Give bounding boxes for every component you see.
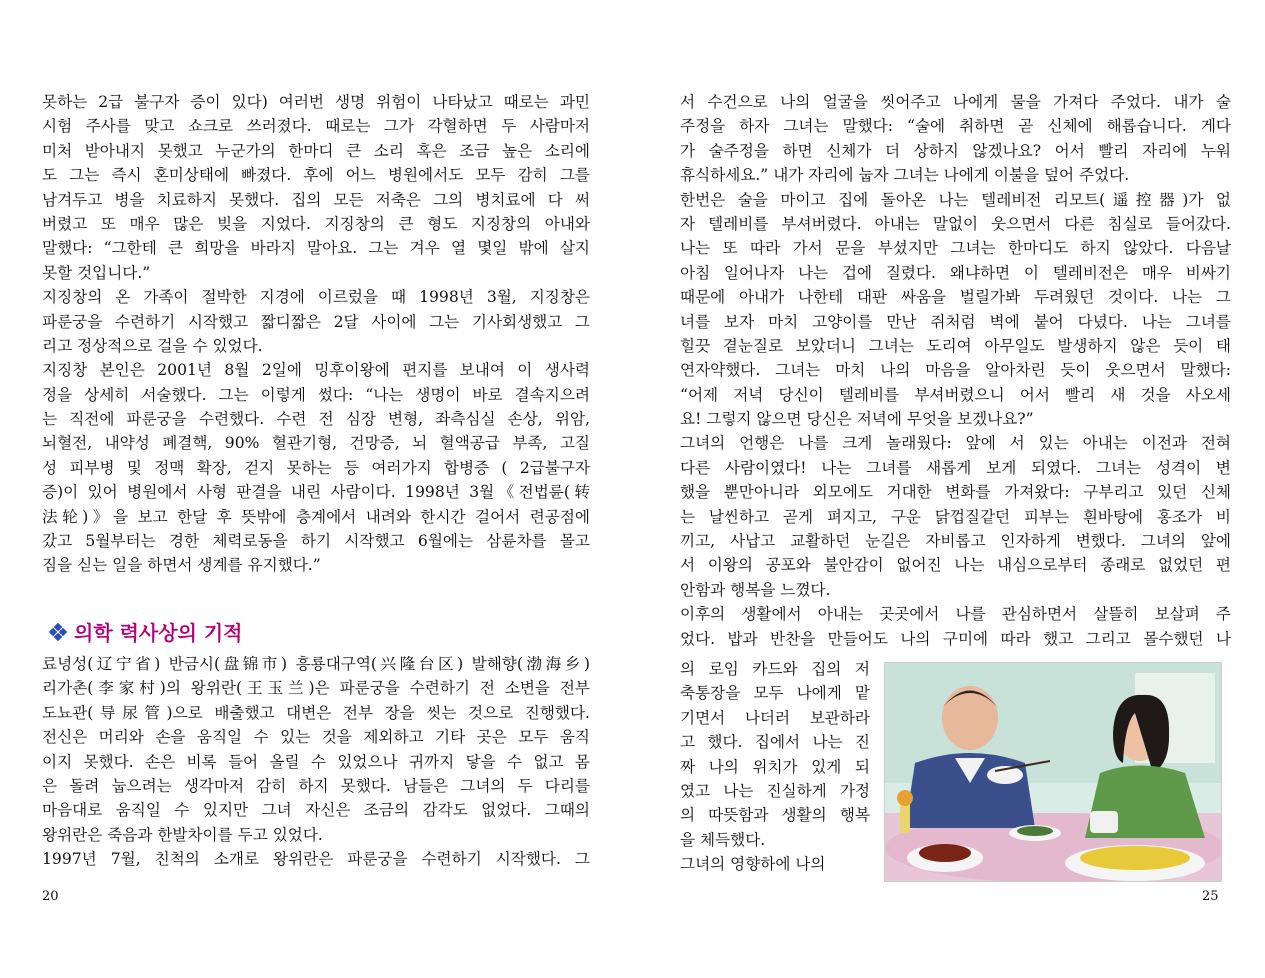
text-line: 었다. 밥과 반찬을 만들어도 나의 구미에 따라 했고 그리고 몰수했던 나 xyxy=(680,629,1231,648)
text-line: 자 텔레비를 부셔버렸다. 아내는 말없이 웃으면서 다른 침실로 들어갔다. xyxy=(680,214,1231,233)
man-face xyxy=(942,686,998,750)
left-text-before-heading xyxy=(42,90,590,578)
text-line: 미처 받아내지 못했고 누군가의 한마디 큰 소리 혹은 조금 높은 소리에 xyxy=(42,141,590,160)
text-line: 짐을 싣는 일을 하면서 생계를 유지했다.” xyxy=(42,556,321,575)
right-page xyxy=(632,0,1265,978)
text-line: 시험 주사를 맞고 쇼크로 쓰러졌다. 때로는 그가 각혈하면 두 사람마저 xyxy=(42,117,590,136)
text-line: 말했다: “그한테 큰 희망을 바라지 말아요. 그는 겨우 열 몇일 밖에 살지 xyxy=(42,239,590,258)
text-line: 끼고, 사납고 교활하던 눈길은 자비롭고 인자하게 변했다. 그녀의 앞에 xyxy=(680,532,1231,551)
text-line: 때문에 아내가 나한테 대판 싸움을 벌릴가봐 두려웠던 것이다. 나는 그 xyxy=(680,288,1231,307)
text-line: 는 직전에 파룬궁을 수련했다. 수련 전 심장 변형, 좌측심실 손상, 위암, xyxy=(42,410,590,429)
text-line: “어제 저녁 당신이 텔레비를 부셔버렸으니 어서 빨리 새 것을 사오세 xyxy=(680,385,1231,404)
text-line: 서 이왕의 공포와 불안감이 없어진 나는 내심으로부터 종래로 없었던 편 xyxy=(680,556,1231,575)
text-line: 가 술주정을 하면 신체가 더 상하지 않겠나요? 어서 빨리 자리에 누워 xyxy=(680,141,1231,160)
text-line: 축통장을 모두 나에게 맡 xyxy=(680,684,870,703)
dining-couple-illustration xyxy=(884,662,1222,882)
text-line: 못하는 2급 불구자 증이 있다) 여러번 생명 위험이 나타났고 때로는 과민 xyxy=(42,93,590,111)
text-line: 지징창의 온 가족이 절박한 지경에 이르렀을 때 1998년 3월, 지징창은 xyxy=(42,288,590,307)
text-line: 도뇨관(导尿管)으로 배출했고 대변은 전부 장을 씻는 것으로 진행했다. xyxy=(42,703,590,722)
text-line: 기면서 나더러 보관하라 xyxy=(680,708,870,727)
text-line: 은 돌려 눕으려는 생각마저 감히 하지 못했다. 남들은 그녀의 두 다리를 xyxy=(42,776,590,795)
text-line: 1997년 7월, 친척의 소개로 왕위란은 파룬궁을 수련하기 시작했다. 그 xyxy=(42,850,590,869)
text-line: 리가촌(李家村)의 왕위란(王玉兰)은 파룬궁을 수련하기 전 소변을 전부 xyxy=(42,679,590,698)
text-line: 녀를 보자 마치 고양이를 만난 쥐처럼 벽에 붙어 다녔다. 나는 그녀를 xyxy=(680,312,1231,331)
diamond-bullet-icon xyxy=(50,624,66,640)
text-line: 한번은 술을 마이고 집에 돌아온 나는 텔레비전 리모트(遥控器)가 없 xyxy=(680,190,1231,209)
text-line: 고 했다. 집에서 나는 진 xyxy=(680,733,870,752)
dish-noodles xyxy=(1080,846,1190,870)
text-line: 였고 나는 진실하게 가정 xyxy=(680,781,870,800)
text-line: 전신은 머리와 손을 움직일 수 있는 것을 제외하고 기타 곳은 모두 움직 xyxy=(42,728,590,747)
text-line: 갔고 5월부터는 경한 체력로동을 하기 시작했고 6월에는 삼륜차를 몰고 xyxy=(42,532,590,551)
text-line: 서 수건으로 나의 얼굴을 씻어주고 나에게 물을 가져다 주었다. 내가 술 xyxy=(680,93,1231,111)
text-line: 리고 정상적으로 걸을 수 있었다. xyxy=(42,336,263,355)
text-line: 도 그는 즉시 혼미상태에 빠졌다. 후에 어느 병원에서도 모두 감히 그를 xyxy=(42,166,590,185)
text-line: 힐끗 곁눈질로 보았더니 그녀는 도리여 아무일도 발생하지 않은 듯이 태 xyxy=(680,336,1231,355)
text-line: 주정을 하자 그녀는 말했다: “술에 취하면 곧 신체에 해롭습니다. 게다 xyxy=(680,117,1231,136)
text-line: 는 날씬하고 곧게 펴지고, 구운 닭껍질같던 피부는 흰바탕에 홍조가 비 xyxy=(680,507,1231,526)
text-line: 증)이 있어 병원에서 사형 판결을 내린 사람이다. 1998년 3월《전법륜(转 xyxy=(42,483,590,502)
text-line: 아침 일어나자 나는 겁에 질렸다. 왜냐하면 이 텔레비전은 매우 비싸기 xyxy=(680,263,1231,282)
text-line: 의 로임 카드와 집의 저 xyxy=(680,660,870,678)
text-line: 요! 그렇지 않으면 당신은 저녁에 무엇을 보겠나요?” xyxy=(680,410,1034,429)
text-line: 이지 못했다. 손은 비록 들어 올릴 수 있었으나 귀까지 닿을 수 없고 몸 xyxy=(42,752,590,771)
text-line: 이후의 생활에서 아내는 곳곳에서 나를 관심하면서 살뜰히 보살펴 주 xyxy=(680,605,1231,624)
section-heading xyxy=(50,617,243,646)
text-line: 남겨두고 병을 치료하지 못했다. 집의 모든 저축은 그의 병치료에 다 써 xyxy=(42,190,590,209)
text-line: 연자약했다. 그녀는 마치 나의 마음을 알아차린 듯이 웃으면서 말했다: xyxy=(680,361,1231,380)
text-line: 의 따뜻함과 생활의 행복 xyxy=(680,806,870,825)
text-line: 왕위란은 죽음과 한발차이를 두고 있었다. xyxy=(42,825,323,844)
text-line: 짜 나의 위치가 있게 되 xyxy=(680,757,870,776)
text-line: 정을 상세히 서술했다. 그는 이렇게 썼다: “나는 생명이 바로 결속지으려 xyxy=(42,385,590,404)
text-line: 파룬궁을 수련하기 시작했고 짧디짧은 2달 사이에 그는 기사회생했고 그 xyxy=(42,312,590,331)
page-number: 20 xyxy=(42,889,59,904)
text-line: 나는 또 따라 가서 문을 부셨지만 그녀는 한마디도 하지 않았다. 다음날 xyxy=(680,239,1231,258)
dish-meat xyxy=(919,844,971,862)
right-text xyxy=(680,90,1231,651)
text-line: 못할 것입니다.” xyxy=(42,263,151,282)
left-text-after-heading xyxy=(42,652,590,872)
left-page xyxy=(0,0,632,978)
text-line: 그녀의 영향하에 나의 xyxy=(680,855,826,874)
text-line: 성 피부병 및 정맥 확장, 걷지 못하는 등 여러가지 합병증 ( 2급불구자 xyxy=(42,458,590,477)
text-line: 휴식하세요.” 내가 자리에 눕자 그녀는 나에게 이불을 덮어 주었다. xyxy=(680,166,1130,185)
text-line: 료녕성(辽宁省) 반금시(盘锦市) 흥룡대구역(兴隆台区) 발해향(渤海乡) xyxy=(42,655,590,673)
text-line: 지징창 본인은 2001년 8월 2일에 밍후이왕에 편지를 보내여 이 생사력 xyxy=(42,361,590,380)
text-line: 다른 사람이였다! 나는 그녀를 새롭게 보게 되였다. 그녀는 성격이 변 xyxy=(680,458,1231,477)
page-number: 25 xyxy=(1202,889,1219,904)
text-line: 했을 뿐만아니라 외모에도 거대한 변화를 가져왔다: 구부리고 있던 신체 xyxy=(680,483,1231,502)
text-beside-illustration xyxy=(680,657,870,877)
section-heading-text: 의학 력사상의 기적 xyxy=(74,621,243,645)
text-line: 뇌혈전, 내약성 폐결핵, 90% 혈관기형, 건망증, 뇌 혈액공급 부족, 고질 xyxy=(42,434,590,453)
text-line: 마음대로 움직일 수 있지만 그녀 자신은 조금의 감각도 없었다. 그때의 xyxy=(42,801,590,820)
text-line: 안함과 행복을 느꼈다. xyxy=(680,580,831,599)
text-line: 버렸고 또 매우 많은 빚을 지었다. 지징창의 큰 형도 지징창의 아내와 xyxy=(42,214,590,233)
text-line: 法轮)》을 보고 한달 후 뜻밖에 층계에서 내려와 한시간 걸어서 련공점에 xyxy=(42,507,590,526)
text-line: 그녀의 언행은 나를 크게 놀래웠다: 앞에 서 있는 아내는 이전과 전혀 xyxy=(680,434,1231,453)
text-line: 을 체득했다. xyxy=(680,830,766,849)
